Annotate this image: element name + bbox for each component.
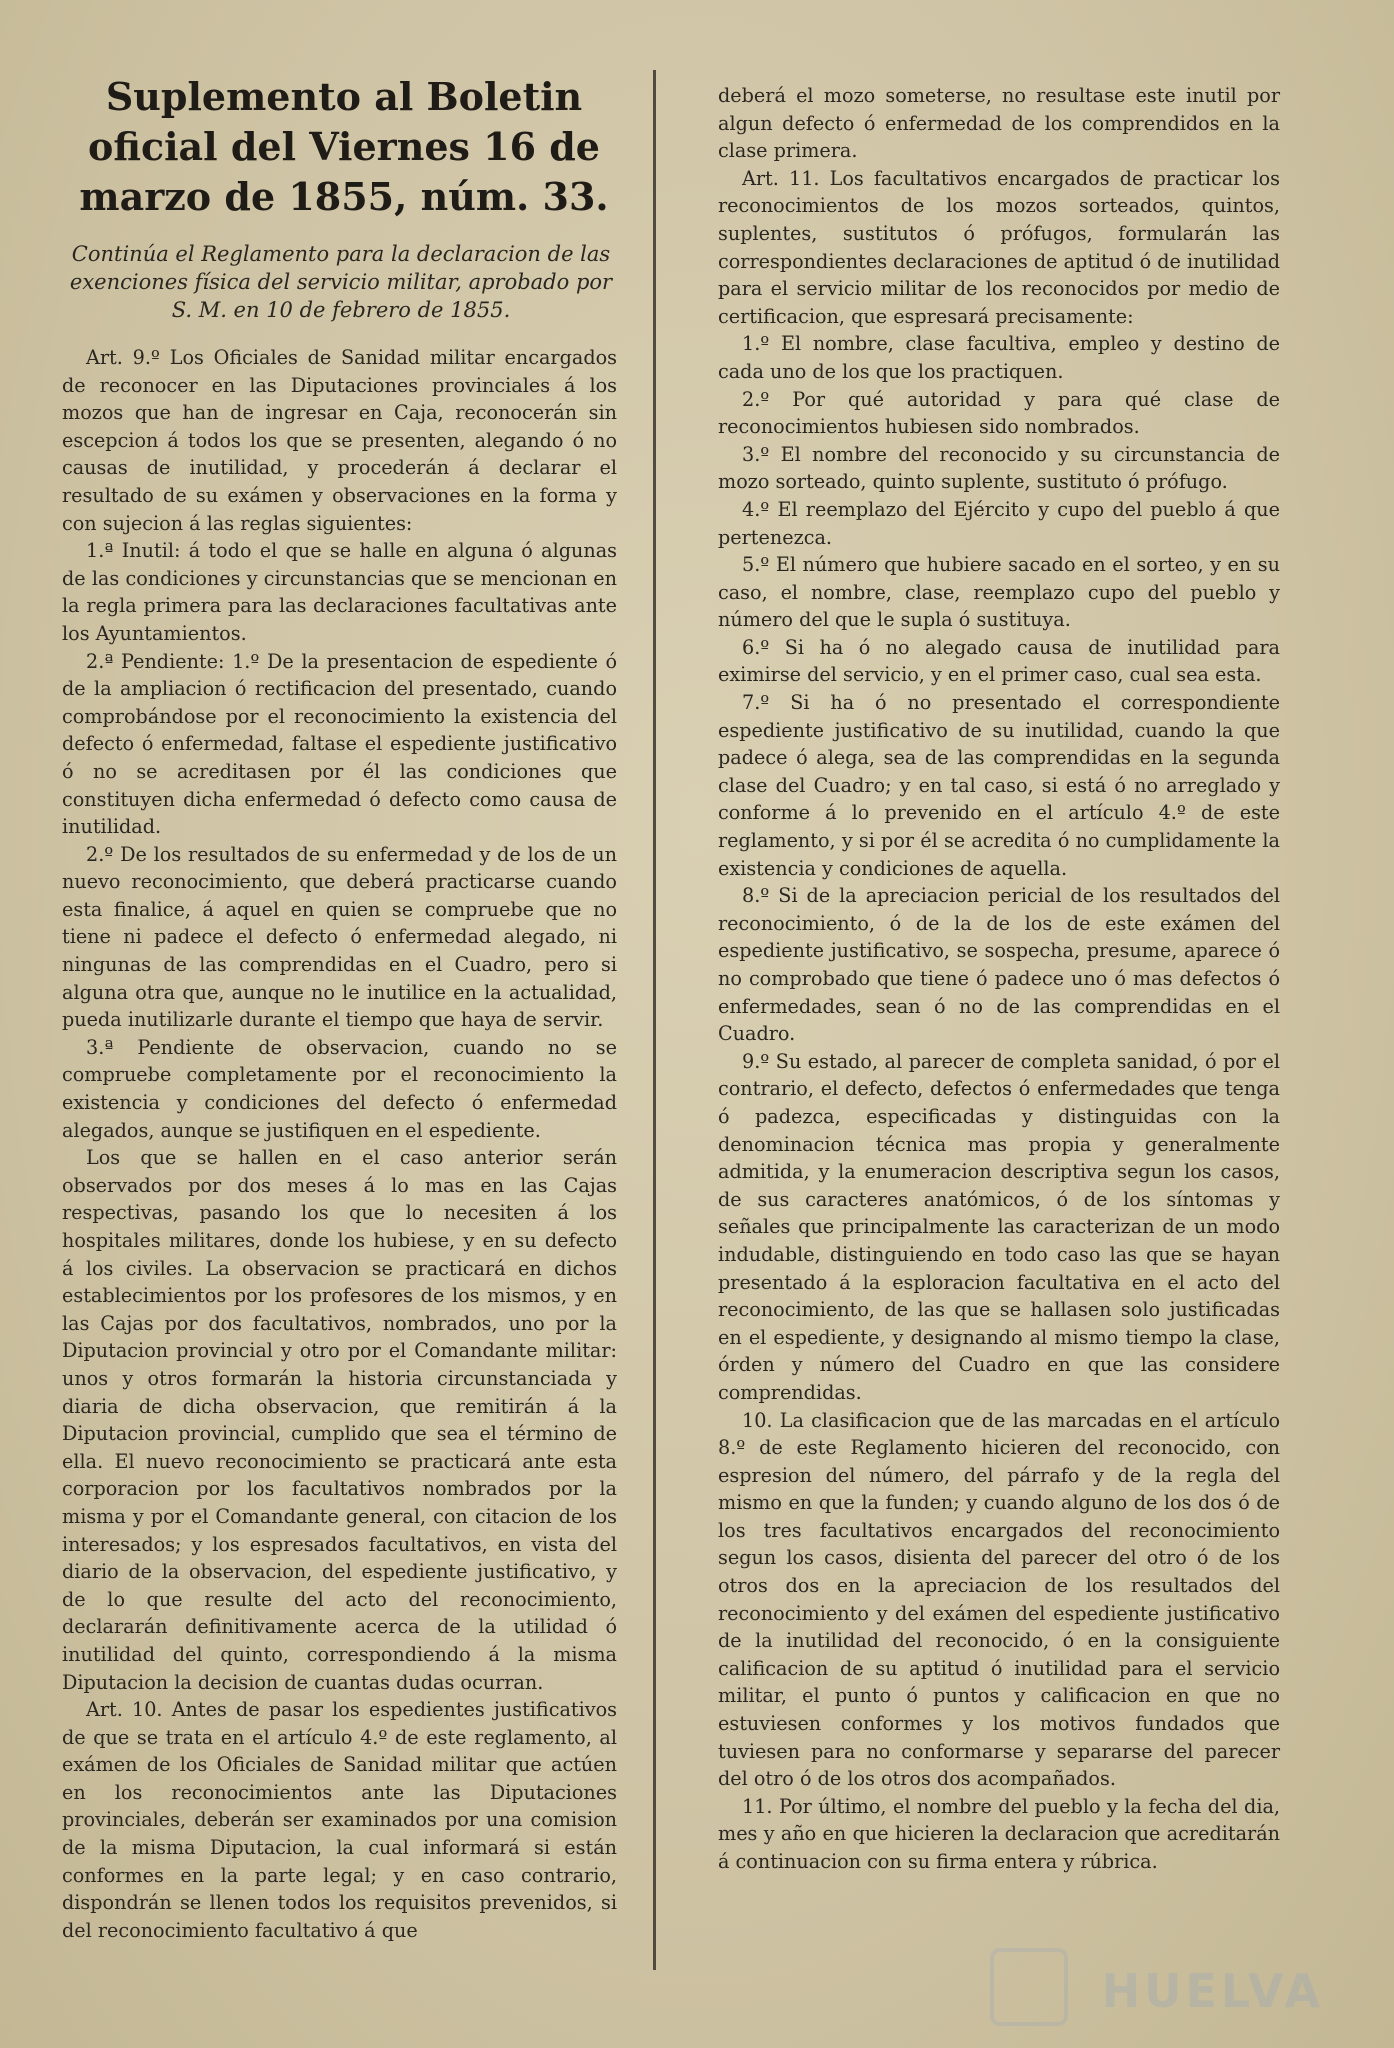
left-paragraph: 1.ª Inutil: á todo el que se halle en alguna ó algunas de las condiciones y circunstancias que se mencionan en la regla primera para las declaraciones facultativas ante los Ayuntamientos. xyxy=(62,539,617,645)
right-paragraph: 6.º Si ha ó no alegado causa de inutilidad para eximirse del servicio, y en el primer caso, cual sea esta. xyxy=(718,635,1280,687)
right-paragraph: deberá el mozo someterse, no resultase este inutil por algun defecto ó enfermedad de los comprendidos en la clase primera. xyxy=(718,84,1280,163)
right-paragraph: 10. La clasificacion que de las marcadas en el artículo 8.º de este Reglamento hicieren del reconocido, con espresion del número, del párrafo y de la regla del mismo en que la funden; y cuando alguno de los dos ó de los tres facultativos encargados del reconocimiento segun los casos, disienta del parecer del otro ó de los otros dos en la apreciacion de los resultados del reconocimiento y del exámen del espediente justificativo de la inutilidad del reconocido, ó en la consiguiente calificacion de su aptitud ó inutilidad para el servicio militar, el punto ó puntos y calificacion en que no estuviesen conformes y los motivos fundados que tuviesen para no conformarse y separarse del parecer del otro ó de los otros dos acompañados. xyxy=(718,1408,1280,1791)
column-divider xyxy=(653,70,656,1970)
left-paragraph: 2.º De los resultados de su enfermedad y de los de un nuevo reconocimiento, que deberá practicarse cuando esta finalice, á aquel en quien se compruebe que no tiene ni padece el defecto ó enfermedad alegado, ni ningunas de las comprendidas en el Cuadro, pero si alguna otra que, aunque no le inutilice en la actualidad, pueda inutilizarle durante el tiempo que haya de servir. xyxy=(62,842,617,1032)
right-paragraph: 3.º El nombre del reconocido y su circunstancia de mozo sorteado, quinto suplente, sustituto ó prófugo. xyxy=(718,442,1280,494)
page-title: Suplemento al Boletin oficial del Viernes 16 de marzo de 1855, núm. 33. xyxy=(79,74,609,219)
page-subtitle: Continúa el Reglamento para la declaracion de las exenciones física del servicio militar, aprobado por S. M. en 10 de febrero de 1855. xyxy=(69,242,613,322)
archive-seal-icon xyxy=(990,1948,1068,2026)
left-paragraph: 3.ª Pendiente de observacion, cuando no se compruebe completamente por el reconocimiento la existencia y condiciones del defecto ó enfermedad alegados, aunque se justifiquen en el espediente. xyxy=(62,1035,617,1142)
archive-watermark: HUELVA xyxy=(1101,1964,1324,2018)
right-column-body xyxy=(718,82,1280,1876)
right-paragraph: 4.º El reemplazo del Ejército y cupo del pueblo á que pertenezca. xyxy=(718,497,1280,549)
left-paragraph: Art. 9.º Los Oficiales de Sanidad militar encargados de reconocer en las Diputaciones provinciales á los mozos que han de ingresar en Caja, reconocerán sin escepcion á todos los que se presenten, alegando ó no causas de inutilidad, y procederán á declarar el resultado de su exámen y observaciones en la forma y con sujecion á las reglas siguientes: xyxy=(62,346,617,535)
right-paragraph: Art. 11. Los facultativos encargados de practicar los reconocimientos de los mozos sorteados, quintos, suplentes, sustitutos ó prófugos, formularán las correspondientes declaraciones de aptitud ó de inutilidad para el servicio militar de los reconocidos por medio de certificacion, que espresará precisamente: xyxy=(718,166,1280,328)
right-paragraph: 2.º Por qué autoridad y para qué clase de reconocimientos hubiesen sido nombrados. xyxy=(718,387,1280,439)
right-paragraph: 7.º Si ha ó no presentado el correspondiente espediente justificativo de su inutilidad, cuando la que padece ó alega, sea de las comprendidas en la segunda clase del Cuadro; y en tal caso, si está ó no arreglado y conforme á lo prevenido en el artículo 4.º de este reglamento, y si por él se acredita ó no cumplidamente la existencia y condiciones de aquella. xyxy=(718,691,1280,880)
right-paragraph: 1.º El nombre, clase facultiva, empleo y destino de cada uno de los que los practiquen. xyxy=(718,332,1280,383)
left-paragraph: Art. 10. Antes de pasar los espedientes justificativos de que se trata en el artículo 4.º de este reglamento, al exámen de los Oficiales de Sanidad militar que actúen en los reconocimientos ante las Diputaciones provinciales, deberán ser examinados por una comision de la misma Diputacion, la cual informará si están conformes en la parte legal; y en caso contrario, dispondrán se llenen todos los requisitos prevenidos, si del reconocimiento facultativo á que xyxy=(62,1698,617,1942)
left-paragraph: 2.ª Pendiente: 1.º De la presentacion de espediente ó de la ampliacion ó rectificacion del presentado, cuando comprobándose por el reconocimiento la existencia del defecto ó enfermedad, faltase el espediente justificativo ó no se acreditasen por él las condiciones que constituyen dicha enfermedad ó defecto como causa de inutilidad. xyxy=(62,649,617,839)
right-paragraph: 8.º Si de la apreciacion pericial de los resultados del reconocimiento, ó de la de los de este exámen del espediente justificativo, se sospecha, presume, aparece ó no comprobado que tiene ó padece uno ó mas defectos ó enfermedades, sean ó no de las comprendidas en el Cuadro. xyxy=(718,884,1280,1046)
left-paragraph: Los que se hallen en el caso anterior serán observados por dos meses á lo mas en las Cajas respectivas, pasando los que lo necesiten á los hospitales militares, donde los hubiese, y en su defecto á los civiles. La observacion se practicará en dichos establecimientos por los profesores de los mismos, y en las Cajas por dos facultativos, nombrados, uno por la Diputacion provincial y otro por el Comandante militar: unos y otros formarán la historia circunstanciada y diaria de dicha observacion, que remitirán á la Diputacion provincial, cumplido que sea el término de ella. El nuevo reconocimiento se practicará ante esta corporacion por los facultativos nombrados por la misma y por el Comandante general, con citacion de los interesados; y los espresados facultativos, en vista del diario de la observacion, del espediente justificativo, y de lo que resulte del acto del reconocimiento, declararán definitivamente acerca de la utilidad ó inutilidad del quinto, correspondiendo á la misma Diputacion la decision de cuantas dudas ocurran. xyxy=(62,1146,617,1694)
left-column-body xyxy=(62,344,617,1944)
right-paragraph: 11. Por último, el nombre del pueblo y la fecha del dia, mes y año en que hicieren la declaracion que acreditarán á continuacion con su firma entera y rúbrica. xyxy=(718,1794,1280,1873)
right-paragraph: 9.º Su estado, al parecer de completa sanidad, ó por el contrario, el defecto, defectos ó enfermedades que tenga ó padezca, especificadas y distinguidas con la denominacion técnica mas propia y generalmente admitida, y la enumeracion descriptiva segun los casos, de sus caracteres anatómicos, ó de los síntomas y señales que principalmente las caracterizan de un modo indudable, distinguiendo en todo caso las que se hayan presentado á la esploracion facultativa en el acto del reconocimiento, de las que se hallasen solo justificadas en el espediente, y designando al mismo tiempo la clase, órden y número del Cuadro en que las considere comprendidas. xyxy=(718,1049,1280,1404)
right-paragraph: 5.º El número que hubiere sacado en el sorteo, y en su caso, el nombre, clase, reemplazo cupo del pueblo y número del que le supla ó sustituya. xyxy=(718,553,1280,632)
